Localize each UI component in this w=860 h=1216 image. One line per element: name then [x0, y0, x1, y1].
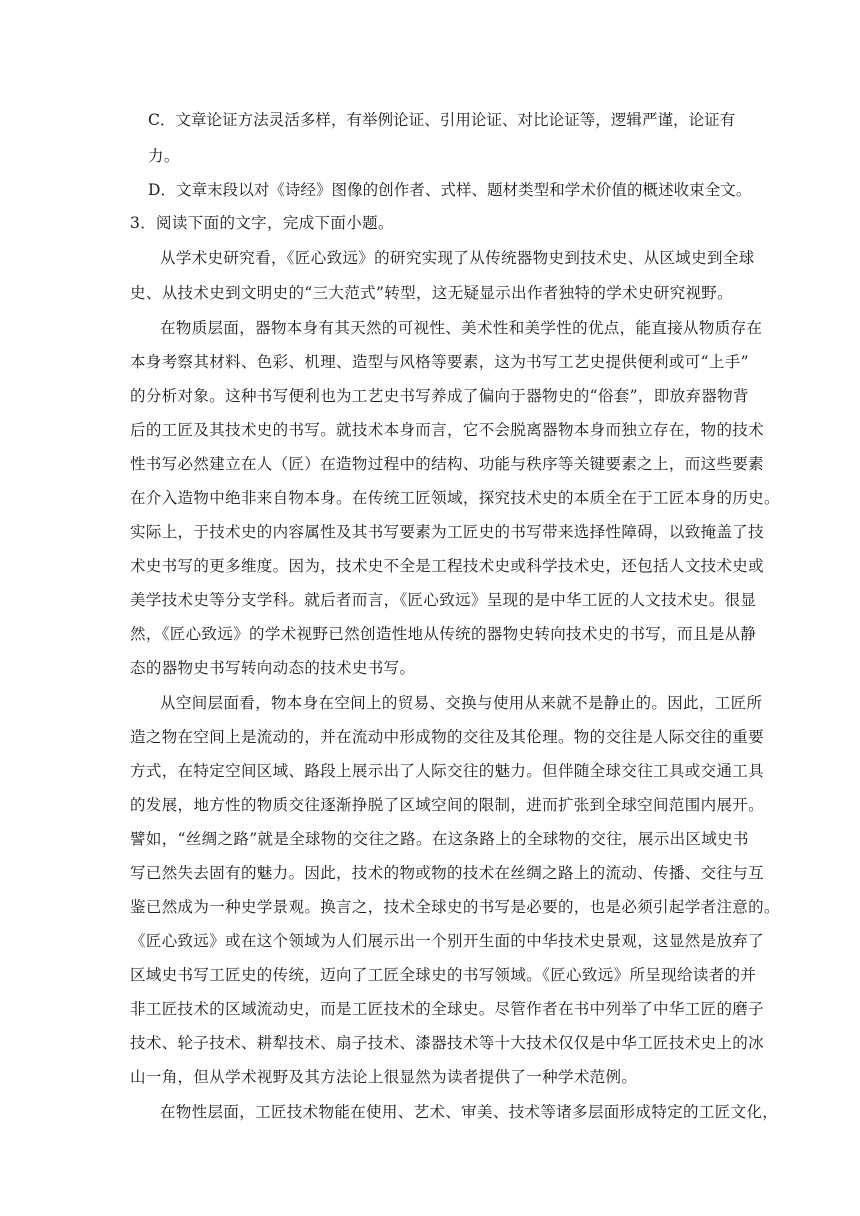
paragraph-3-line: 山一角，但从学术视野及其方法论上很显然为读者提供了一种学术范例。	[130, 1068, 638, 1086]
paragraph-1-line: 从学术史研究看，《匠心致远》的研究实现了从传统器物史到技术史、从区域史到全球	[160, 249, 755, 267]
option-d-line: D．文章末段以对《诗经》图像的创作者、式样、题材类型和学术价值的概述收束全文。	[148, 181, 752, 199]
paragraph-2-line: 实际上，于技术史的内容属性及其书写要素为工匠史的书写带来选择性障碍，以致掩盖了技	[130, 523, 765, 541]
paragraph-2-line: 后的工匠及其技术史的书写。就技术本身而言，它不会脱离器物本身而独立存在，物的技术	[130, 421, 765, 439]
paragraph-3-line: 鉴已然成为一种史学景观。换言之，技术全球史的书写是必要的，也是必须引起学者注意的。	[130, 898, 780, 916]
paragraph-2-line: 性书写必然建立在人（匠）在造物过程中的结构、功能与秩序等关键要素之上，而这些要素	[130, 455, 765, 473]
paragraph-2-line: 在介入造物中绝非来自物本身。在传统工匠领域，探究技术史的本质全在于工匠本身的历史。	[130, 489, 780, 507]
paragraph-2-line: 本身考察其材料、色彩、机理、造型与风格等要素，这为书写工艺史提供便利或可“上手”	[130, 353, 749, 371]
paragraph-3-line: 的发展，地方性的物质交往逐渐挣脱了区域空间的限制，进而扩张到全球空间范围内展开。	[130, 796, 765, 814]
paragraph-2-line: 在物质层面，器物本身有其天然的可视性、美术性和美学性的优点，能直接从物质存在	[160, 319, 763, 337]
option-c-line-2: 力。	[148, 147, 180, 165]
paragraph-2-line: 术史书写的更多维度。因为，技术史不全是工程技术史或科学技术史，还包括人文技术史或	[130, 557, 765, 575]
paragraph-2-line: 美学技术史等分支学科。就后者而言，《匠心致远》呈现的是中华工匠的人文技术史。很显	[130, 591, 757, 609]
paragraph-3-line: 《匠心致远》或在这个领域为人们展示出一个别开生面的中华技术史景观，这显然是放弃了	[130, 932, 765, 950]
paragraph-2-line: 然，《匠心致远》的学术视野已然创造性地从传统的器物史转向技术史的书写，而且是从静	[130, 625, 757, 643]
paragraph-3-line: 方式，在特定空间区域、路段上展示出了人际交往的魅力。但伴随全球交往工具或交通工具	[130, 762, 765, 780]
option-c-line-1: C．文章论证方法灵活多样，有举例论证、引用论证、对比论证等，逻辑严谨，论证有	[148, 111, 736, 129]
paragraph-1-line: 史、从技术史到文明史的“三大范式”转型，这无疑显示出作者独特的学术史研究视野。	[130, 284, 734, 302]
paragraph-3-line: 技术、轮子技术、耕犁技术、扇子技术、漆器技术等十大技术仅仅是中华工匠技术史上的冰	[130, 1034, 765, 1052]
question-3-heading: 3．阅读下面的文字，完成下面小题。	[130, 214, 394, 232]
paragraph-2-line: 的分析对象。这种书写便利也为工艺史书写养成了偏向于器物史的“俗套”，即放弃器物背	[130, 387, 749, 405]
paragraph-3-line: 造之物在空间上是流动的，并在流动中形成物的交往及其伦理。物的交往是人际交往的重要	[130, 728, 765, 746]
paragraph-3-line: 譬如，“丝绸之路”就是全球物的交往之路。在这条路上的全球物的交往，展示出区域史书	[130, 830, 749, 848]
paragraph-3-line: 写已然失去固有的魅力。因此，技术的物或物的技术在丝绸之路上的流动、传播、交往与互	[130, 864, 765, 882]
paragraph-3-line: 从空间层面看，物本身在空间上的贸易、交换与使用从来就不是静止的。因此，工匠所	[160, 694, 763, 712]
paragraph-3-line: 非工匠技术的区域流动史，而是工匠技术的全球史。尽管作者在书中列举了中华工匠的磨子	[130, 1000, 765, 1018]
paragraph-3-line: 区域史书写工匠史的传统，迈向了工匠全球史的书写领域。《匠心致远》所呈现给读者的并	[130, 966, 757, 984]
paragraph-2-line: 态的器物史书写转向动态的技术史书写。	[130, 659, 416, 677]
paragraph-4-line: 在物性层面，工匠技术物能在使用、艺术、审美、技术等诸多层面形成特定的工匠文化，	[160, 1103, 779, 1121]
